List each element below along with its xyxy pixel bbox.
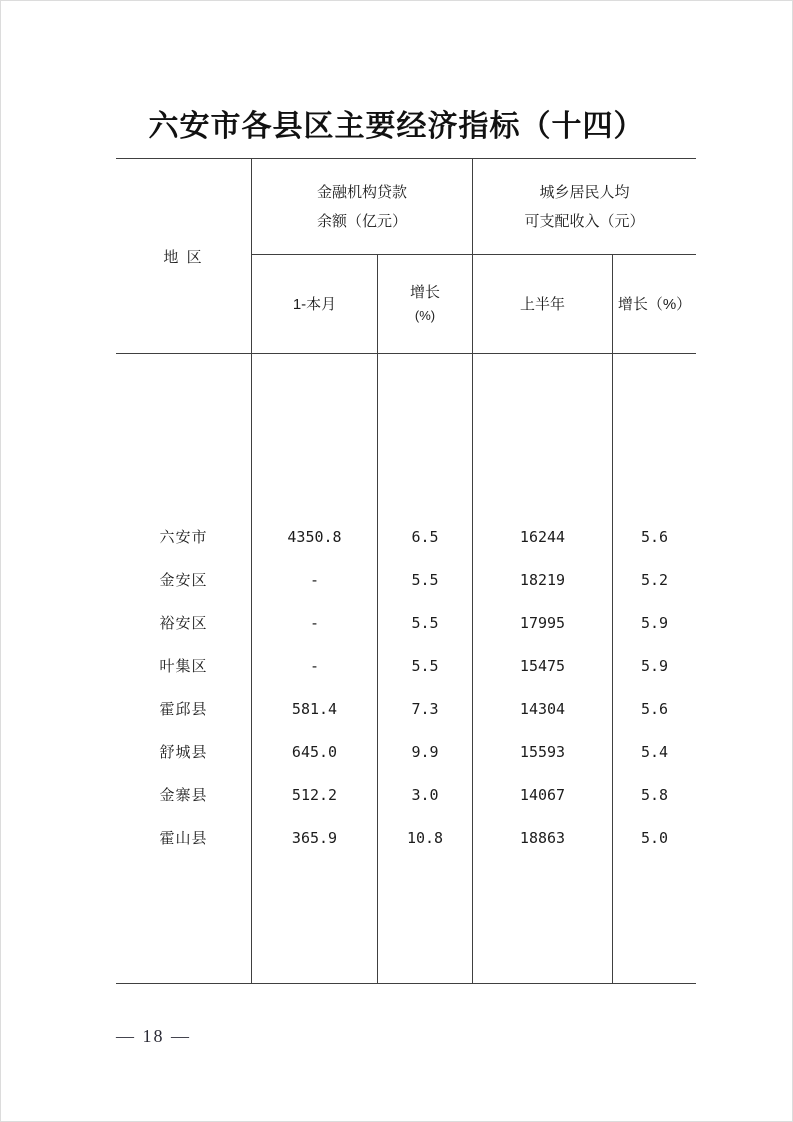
header-loan-subrow <box>252 255 472 353</box>
cell-loan-balance: - <box>309 570 320 589</box>
cell-income-growth: 5.9 <box>640 656 669 675</box>
cell-income: 14067 <box>519 785 566 804</box>
page-title: 六安市各县区主要经济指标（十四） <box>148 110 645 143</box>
column-loan-growth <box>378 354 473 984</box>
header-income-title <box>473 159 696 255</box>
column-loan-balance <box>252 354 378 984</box>
header-loan-growth-line2: (%) <box>414 308 436 323</box>
cell-income-growth: 5.0 <box>640 828 669 847</box>
cell-income: 15593 <box>519 742 566 761</box>
header-loan-growth <box>378 255 472 353</box>
table-header <box>116 159 696 354</box>
header-group-loan <box>252 159 473 353</box>
cell-loan-growth: 10.8 <box>406 828 444 847</box>
cell-loan-balance: 4350.8 <box>287 527 342 546</box>
header-income-title-line1: 城乡居民人均 <box>539 183 630 201</box>
cell-income-growth: 5.6 <box>640 699 669 718</box>
cell-loan-growth: 3.0 <box>411 785 439 804</box>
cell-income: 18863 <box>519 828 566 847</box>
cell-region: 霍山县 <box>159 830 208 847</box>
header-loan-month: 1-本月 <box>252 255 378 353</box>
header-loan-title <box>252 159 472 255</box>
cell-income: 16244 <box>519 527 566 546</box>
header-income-half-year: 上半年 <box>473 255 613 353</box>
column-income <box>473 354 613 984</box>
cell-income: 15475 <box>519 656 566 675</box>
header-loan-title-line2: 余额（亿元） <box>316 212 407 230</box>
cell-income: 14304 <box>519 699 566 718</box>
header-loan-growth-line1: 增长 <box>409 284 440 301</box>
cell-loan-balance: - <box>309 613 320 632</box>
cell-loan-balance: 512.2 <box>291 785 338 804</box>
header-loan-title-line1: 金融机构贷款 <box>316 183 407 201</box>
header-region: 地 区 <box>116 159 252 353</box>
column-region <box>116 354 252 984</box>
cell-loan-growth: 6.5 <box>411 527 439 546</box>
header-income-subrow <box>473 255 696 353</box>
cell-region: 六安市 <box>159 529 208 546</box>
cell-region: 舒城县 <box>159 744 208 761</box>
cell-income-growth: 5.8 <box>640 785 669 804</box>
cell-loan-balance: - <box>309 656 320 675</box>
cell-region: 裕安区 <box>159 615 208 632</box>
cell-loan-growth: 5.5 <box>411 613 439 632</box>
cell-region: 金寨县 <box>159 787 208 804</box>
column-income-growth <box>613 354 696 984</box>
header-group-income <box>473 159 696 353</box>
cell-loan-balance: 581.4 <box>291 699 338 718</box>
cell-region: 金安区 <box>159 572 208 589</box>
cell-income: 18219 <box>519 570 566 589</box>
economic-indicators-table <box>116 158 696 984</box>
cell-income: 17995 <box>519 613 566 632</box>
cell-loan-balance: 645.0 <box>291 742 338 761</box>
cell-loan-growth: 7.3 <box>411 699 439 718</box>
cell-region: 叶集区 <box>159 658 208 675</box>
cell-income-growth: 5.4 <box>640 742 669 761</box>
cell-income-growth: 5.6 <box>640 527 669 546</box>
cell-income-growth: 5.2 <box>640 570 669 589</box>
table-body <box>116 354 696 984</box>
cell-income-growth: 5.9 <box>640 613 669 632</box>
cell-loan-growth: 5.5 <box>411 656 439 675</box>
cell-loan-balance: 365.9 <box>291 828 338 847</box>
header-income-growth: 增长（%） <box>617 295 692 313</box>
header-income-title-line2: 可支配收入（元） <box>524 212 645 230</box>
cell-loan-growth: 5.5 <box>411 570 439 589</box>
cell-loan-growth: 9.9 <box>411 742 439 761</box>
page-number: — 18 — <box>116 1026 191 1046</box>
cell-region: 霍邱县 <box>159 701 208 718</box>
